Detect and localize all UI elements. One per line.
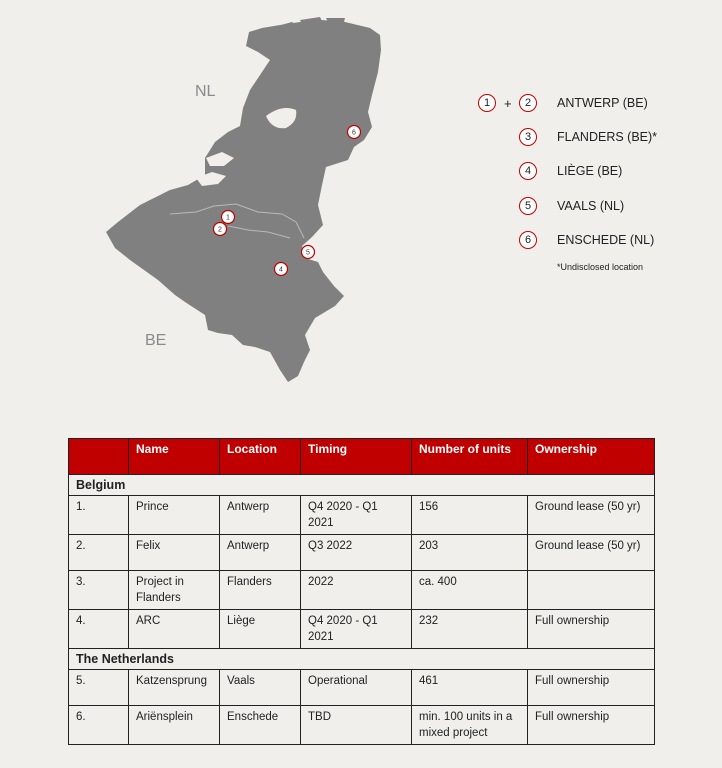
group-label: Belgium bbox=[69, 475, 655, 496]
legend-label: LIÈGE (BE) bbox=[557, 164, 623, 178]
group-row-belgium bbox=[69, 475, 655, 496]
svg-text:1: 1 bbox=[226, 214, 230, 222]
cell-index: 3. bbox=[69, 571, 129, 610]
header-index bbox=[69, 439, 129, 475]
cell-index: 4. bbox=[69, 610, 129, 649]
cell-name: Katzensprung bbox=[129, 670, 220, 706]
map-marker-5 bbox=[302, 246, 315, 259]
header-name: Name bbox=[129, 439, 220, 475]
cell-name: Project in Flanders bbox=[129, 571, 220, 610]
cell-ownership: Full ownership bbox=[528, 610, 655, 649]
cell-location: Antwerp bbox=[220, 535, 301, 571]
map-marker-6 bbox=[348, 126, 361, 139]
cell-timing: 2022 bbox=[301, 571, 412, 610]
cell-name: Prince bbox=[129, 496, 220, 535]
legend-number-3: 3 bbox=[519, 128, 537, 146]
legend-number-5: 5 bbox=[519, 197, 537, 215]
group-label: The Netherlands bbox=[69, 649, 655, 670]
table-row bbox=[69, 571, 655, 610]
legend-label: ENSCHEDE (NL) bbox=[557, 233, 655, 247]
cell-timing: TBD bbox=[301, 706, 412, 745]
legend-plus: + bbox=[504, 95, 512, 111]
map-marker-2 bbox=[214, 223, 227, 236]
header-timing: Timing bbox=[301, 439, 412, 475]
label-be: BE bbox=[145, 332, 167, 349]
cell-units: 232 bbox=[412, 610, 528, 649]
cell-ownership bbox=[528, 571, 655, 610]
cell-units: 156 bbox=[412, 496, 528, 535]
svg-text:6: 6 bbox=[352, 129, 356, 137]
cell-ownership: Full ownership bbox=[528, 670, 655, 706]
cell-index: 2. bbox=[69, 535, 129, 571]
cell-units: min. 100 units in a mixed project bbox=[412, 706, 528, 745]
svg-text:5: 5 bbox=[306, 249, 310, 257]
cell-index: 5. bbox=[69, 670, 129, 706]
cell-location: Antwerp bbox=[220, 496, 301, 535]
legend-number-1: 1 bbox=[478, 94, 496, 112]
cell-units: ca. 400 bbox=[412, 571, 528, 610]
cell-name: Felix bbox=[129, 535, 220, 571]
cell-timing: Q4 2020 - Q1 2021 bbox=[301, 496, 412, 535]
cell-timing: Q4 2020 - Q1 2021 bbox=[301, 610, 412, 649]
svg-text:2: 2 bbox=[218, 226, 222, 234]
cell-units: 461 bbox=[412, 670, 528, 706]
legend-number-4: 4 bbox=[519, 162, 537, 180]
cell-ownership: Full ownership bbox=[528, 706, 655, 745]
table-row bbox=[69, 610, 655, 649]
land-shape bbox=[106, 20, 381, 382]
map-marker-4 bbox=[275, 263, 288, 276]
table-row bbox=[69, 706, 655, 745]
header-ownership: Ownership bbox=[528, 439, 655, 475]
legend-number-6: 6 bbox=[519, 231, 537, 249]
cell-name: ARC bbox=[129, 610, 220, 649]
cell-location: Flanders bbox=[220, 571, 301, 610]
legend-label: VAALS (NL) bbox=[557, 199, 625, 213]
cell-units: 203 bbox=[412, 535, 528, 571]
table-row bbox=[69, 496, 655, 535]
table-row bbox=[69, 535, 655, 571]
cell-timing: Operational bbox=[301, 670, 412, 706]
label-nl: NL bbox=[195, 83, 216, 100]
svg-text:4: 4 bbox=[279, 266, 283, 274]
benelux-map bbox=[0, 0, 470, 400]
legend-label: FLANDERS (BE)* bbox=[557, 130, 658, 144]
cell-location: Vaals bbox=[220, 670, 301, 706]
header-location: Location bbox=[220, 439, 301, 475]
cell-index: 6. bbox=[69, 706, 129, 745]
map-marker-1 bbox=[222, 211, 235, 224]
table-row bbox=[69, 670, 655, 706]
cell-index: 1. bbox=[69, 496, 129, 535]
cell-location: Liège bbox=[220, 610, 301, 649]
cell-name: Ariënsplein bbox=[129, 706, 220, 745]
table-header-row bbox=[69, 439, 655, 475]
projects-table bbox=[68, 438, 655, 745]
cell-ownership: Ground lease (50 yr) bbox=[528, 496, 655, 535]
cell-ownership: Ground lease (50 yr) bbox=[528, 535, 655, 571]
group-row-netherlands bbox=[69, 649, 655, 670]
header-units: Number of units bbox=[412, 439, 528, 475]
legend-note: *Undisclosed location bbox=[557, 262, 644, 272]
legend-label: ANTWERP (BE) bbox=[557, 96, 648, 110]
cell-timing: Q3 2022 bbox=[301, 535, 412, 571]
cell-location: Enschede bbox=[220, 706, 301, 745]
legend-number-2: 2 bbox=[519, 94, 537, 112]
